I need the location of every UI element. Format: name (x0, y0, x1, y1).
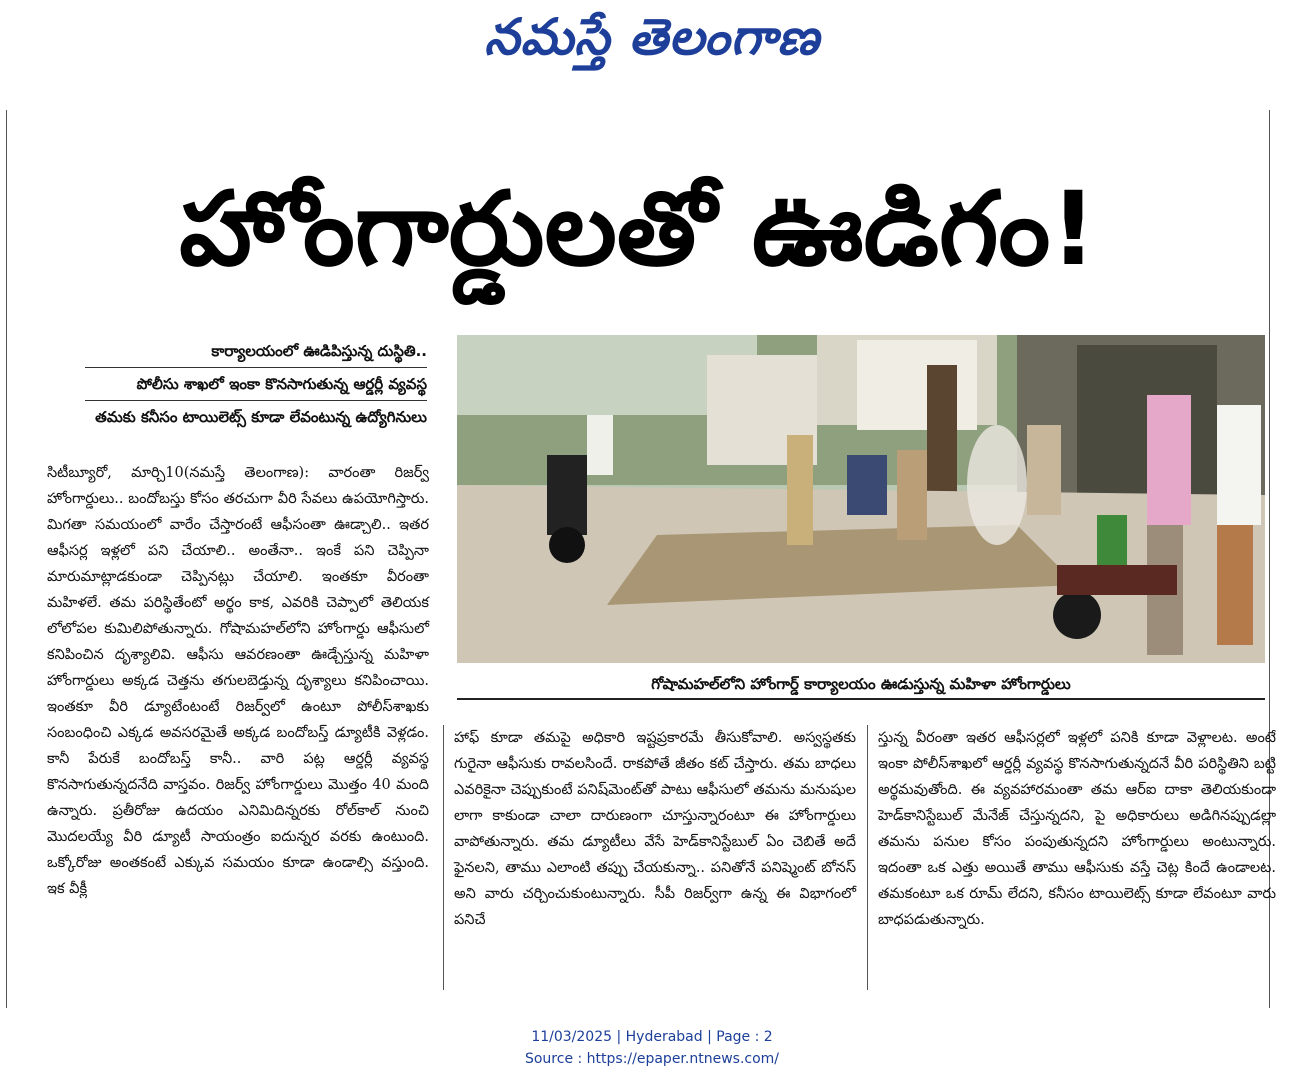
article-column-3 (867, 725, 1276, 990)
photo-caption: గోషామహల్‌లోని హోంగార్డ్ కార్యాలయం ఊడుస్తున్న మహిళా హోంగార్డులు (457, 670, 1265, 700)
article-column-2 (443, 725, 856, 990)
article-text: స్తున్న వీరంతా ఇతర ఆఫీసర్లలో ఇళ్లలో పనికి కూడా వెళ్లాలట. అంటే ఇంకా పోలీస్‌శాఖలో ఆర్డర్లీ వ్యవస్థ కొనసాగుతున్నదనే వీరి పరిస్థితిని బట్టి అర్థమవుతోంది. ఈ వ్యవహారమంతా తమ ఆర్‌ఐ దాకా తెలియకుండా హెడ్‌కానిస్టేబుల్ మేనేజ్ చేస్తున్నదని, పై అధికారులు అడిగినప్పుడల్లా తమను పనుల కోసం పంపుతున్నదని హోంగార్డులు అంటున్నారు. ఇదంతా ఒక ఎత్తు అయితే తాము ఆఫీసుకు వస్తే చెట్ల కిందే ఉండాలట. తమకంటూ ఒక రూమ్ లేదని, కనీసం టాయిలెట్స్ కూడా లేవంటూ వారు బాధపడుతున్నారు. (878, 730, 1276, 928)
subheadings (85, 335, 427, 433)
news-clipping (6, 110, 1276, 1008)
article-text: సిటీబ్యూరో, మార్చి10(నమస్తే తెలంగాణ): వారంతా రిజర్వ్ హోంగార్డులు.. బందోబస్తు కోసం తరచుగా వీరి సేవలు ఉపయోగిస్తారు. మిగతా సమయంలో వారేం చేస్తారంటే ఆఫీసంతా ఊడ్చాలి.. ఇతర ఆఫీసర్ల ఇళ్లలో పని చేయాలి.. అంతేనా.. ఇంకే పని చెప్పినా మారుమాట్లాడకుండా చెప్పినట్లు చేయాలి. ఇంతకూ వీరంతా మహిళలే. తమ పరిస్థితేంటో అర్థం కాక, ఎవరికి చెప్పాలో తెలియక లోలోపల కుమిలిపోతున్నారు. గోషామహల్‌లోని హోంగార్డు ఆఫీసులో కనిపించిన దృశ్యాలివి. ఆఫీసు ఆవరణంతా ఊడ్చేస్తున్న మహిళా హోంగార్డులు అక్కడ చెత్తను తగులబెడ్తున్న దృశ్యాలు కనిపించాయి. ఇంతకూ వీరి డ్యూటేంటంటే రిజర్వ్‌లో ఉంటూ పోలీస్‌శాఖకు సంబంధించి ఎక్కడ అవసరమైతే అక్కడ బందోబస్త్ డ్యూటీకి వెళ్లడం. కానీ పేరుకే బందోబస్త్ కానీ.. వారి పట్ల ఆర్డర్లీ వ్యవస్థ కొనసాగుతున్నదనేది వాస్తవం. రిజర్వ్ హోంగార్డులు మొత్తం 40 మంది ఉన్నారు. ప్రతీరోజు ఉదయం ఎనిమిదిన్నరకు రోల్‌కాల్ నుంచి మొదలయ్యే వీరి డ్యూటీ సాయంత్రం ఐదున్నర వరకు ఉంటుంది. ఒక్కోరోజు అంతకంటే ఎక్కువ సమయం కూడా ఉండాల్సి వస్తుంది. ఇక వీక్లీ (47, 465, 429, 897)
subheading: పోలీసు శాఖలో ఇంకా కొనసాగుతున్న ఆర్డర్లీ వ్యవస్థ (85, 368, 427, 401)
masthead-logo: నమస్తే తెలంగాణ (484, 8, 820, 66)
news-photo (457, 335, 1265, 663)
subheading: తమకు కనీసం టాయిలెట్స్ కూడా లేవంటున్న ఉద్యోగినులు (95, 408, 427, 426)
footer-source-line: Source : https://epaper.ntnews.com/ (524, 1051, 780, 1067)
article-text: హాఫ్ కూడా తమపై అధికారి ఇష్టప్రకారమే తీసుకోవాలి. అస్వస్థతకు గురైనా ఆఫీసుకు రావలసిందే. రాకపోతే జీతం కట్ చేస్తారు. తమ బాధలు ఎవరికైనా చెప్పుకుంటే పనిష్‌మెంట్‌తో పాటు ఆఫీసులో తమను మనుషుల లాగా కాకుండా చాలా దారుణంగా చూస్తున్నారంటూ ఈ హోంగార్డులు వాపోతున్నారు. తమ డ్యూటీలు వేసే హెడ్‌కానిస్టేబుల్ ఏం చెబితే అదే ఫైనలని, తాము ఎలాంటి తప్పు చేయకున్నా.. పనితోనే పనిష్మెంట్ బోనస్ అని వారు చర్చించుకుంటున్నారు. సీపీ రిజర్వ్‌గా ఉన్న ఈ విభాగంలో పనిచే (454, 730, 856, 928)
headline: హోంగార్డులతో ఊడిగం! (179, 170, 1097, 289)
source-footer (0, 1026, 1304, 1070)
footer-date-line: 11/03/2025 | Hyderabad | Page : 2 (531, 1029, 773, 1045)
subheading: కార్యాలయంలో ఊడిపిస్తున్న దుస్థితి.. (85, 335, 427, 368)
article-column-1 (47, 460, 429, 902)
news-photo-illustration (457, 335, 1265, 663)
